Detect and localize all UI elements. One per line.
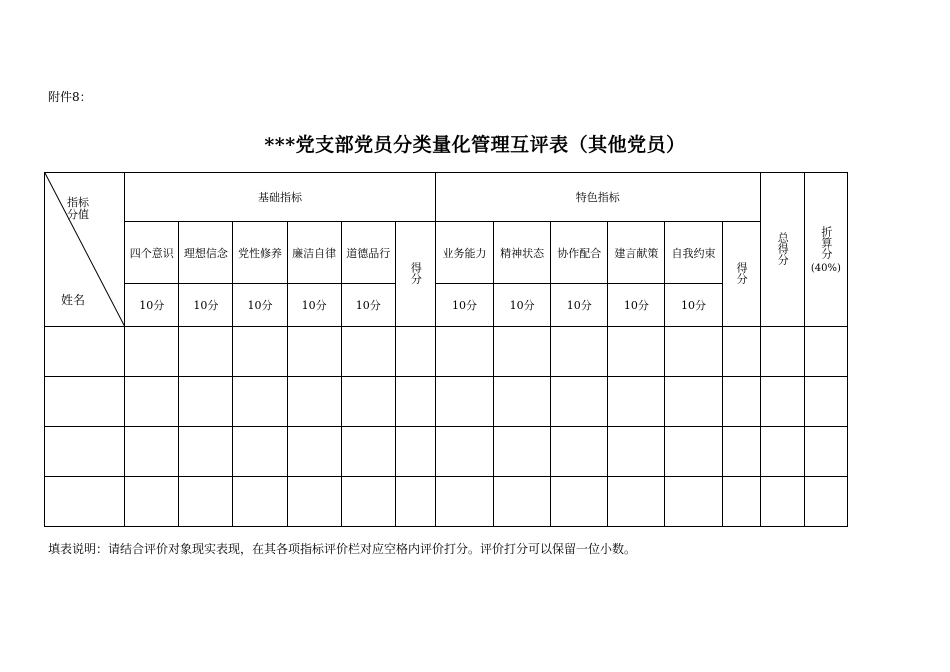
score-cell[interactable]	[395, 477, 435, 527]
score-cell[interactable]	[804, 327, 847, 377]
score-cell[interactable]	[804, 477, 847, 527]
feature-score: 10分	[494, 284, 551, 327]
basic-indicators-header: 基础指标	[125, 173, 436, 222]
evaluation-table	[44, 172, 848, 527]
score-cell[interactable]	[395, 327, 435, 377]
score-cell[interactable]	[233, 427, 287, 477]
diagonal-header-cell	[45, 173, 125, 327]
score-cell[interactable]	[551, 327, 608, 377]
table-row	[45, 477, 848, 527]
score-cell[interactable]	[287, 327, 341, 377]
feature-subtotal-header: 得分	[722, 222, 760, 327]
score-cell[interactable]	[722, 327, 760, 377]
feature-score: 10分	[551, 284, 608, 327]
score-cell[interactable]	[179, 327, 233, 377]
table-row	[45, 327, 848, 377]
score-cell[interactable]	[125, 427, 179, 477]
score-cell[interactable]	[494, 477, 551, 527]
converted-score-header: 折算分 (40%)	[804, 173, 847, 327]
score-cell[interactable]	[233, 477, 287, 527]
score-cell[interactable]	[395, 377, 435, 427]
score-cell[interactable]	[608, 327, 665, 377]
score-cell[interactable]	[551, 477, 608, 527]
score-cell[interactable]	[179, 477, 233, 527]
score-cell[interactable]	[341, 377, 395, 427]
score-cell[interactable]	[435, 327, 493, 377]
score-cell[interactable]	[551, 427, 608, 477]
score-cell[interactable]	[608, 477, 665, 527]
table-body	[45, 327, 848, 527]
feature-indicators-header: 特色指标	[435, 173, 760, 222]
name-cell[interactable]	[45, 427, 125, 477]
score-cell[interactable]	[665, 427, 722, 477]
score-cell[interactable]	[341, 327, 395, 377]
feature-item: 建言献策	[608, 222, 665, 284]
basic-item: 四个意识	[125, 222, 179, 284]
feature-item: 业务能力	[435, 222, 493, 284]
score-cell[interactable]	[494, 377, 551, 427]
feature-item: 协作配合	[551, 222, 608, 284]
score-cell[interactable]	[665, 377, 722, 427]
score-cell[interactable]	[125, 477, 179, 527]
basic-subtotal-header: 得分	[395, 222, 435, 327]
feature-score: 10分	[435, 284, 493, 327]
score-cell[interactable]	[233, 327, 287, 377]
name-cell[interactable]	[45, 377, 125, 427]
score-cell[interactable]	[435, 427, 493, 477]
attachment-label: 附件8：	[48, 90, 92, 104]
score-cell[interactable]	[722, 427, 760, 477]
score-cell[interactable]	[608, 377, 665, 427]
basic-item: 党性修养	[233, 222, 287, 284]
form-title: ***党支部党员分类量化管理互评表（其他党员）	[264, 134, 686, 156]
score-cell[interactable]	[760, 427, 804, 477]
basic-score: 10分	[125, 284, 179, 327]
score-cell[interactable]	[804, 377, 847, 427]
name-cell[interactable]	[45, 477, 125, 527]
basic-item: 廉洁自律	[287, 222, 341, 284]
score-cell[interactable]	[722, 377, 760, 427]
score-cell[interactable]	[722, 477, 760, 527]
score-cell[interactable]	[179, 427, 233, 477]
score-cell[interactable]	[435, 377, 493, 427]
score-cell[interactable]	[125, 377, 179, 427]
converted-percent: (40%)	[810, 262, 841, 274]
score-cell[interactable]	[125, 327, 179, 377]
score-cell[interactable]	[287, 477, 341, 527]
score-cell[interactable]	[395, 427, 435, 477]
score-cell[interactable]	[608, 427, 665, 477]
score-cell[interactable]	[760, 327, 804, 377]
basic-score: 10分	[341, 284, 395, 327]
score-cell[interactable]	[665, 327, 722, 377]
score-cell[interactable]	[760, 477, 804, 527]
total-score-header: 总得分	[760, 173, 804, 327]
score-cell[interactable]	[804, 427, 847, 477]
feature-item: 自我约束	[665, 222, 722, 284]
score-cell[interactable]	[341, 427, 395, 477]
name-cell[interactable]	[45, 327, 125, 377]
score-cell[interactable]	[233, 377, 287, 427]
score-cell[interactable]	[287, 427, 341, 477]
score-cell[interactable]	[760, 377, 804, 427]
score-cell[interactable]	[551, 377, 608, 427]
basic-score: 10分	[287, 284, 341, 327]
score-cell[interactable]	[494, 427, 551, 477]
score-cell[interactable]	[341, 477, 395, 527]
feature-score: 10分	[665, 284, 722, 327]
basic-item: 理想信念	[179, 222, 233, 284]
basic-score: 10分	[179, 284, 233, 327]
score-cell[interactable]	[287, 377, 341, 427]
table-row	[45, 427, 848, 477]
feature-item: 精神状态	[494, 222, 551, 284]
score-cell[interactable]	[494, 327, 551, 377]
score-cell[interactable]	[435, 477, 493, 527]
table-row	[45, 377, 848, 427]
feature-score: 10分	[608, 284, 665, 327]
score-cell[interactable]	[179, 377, 233, 427]
indicator-score-label: 指标分值	[67, 196, 89, 221]
score-cell[interactable]	[665, 477, 722, 527]
name-label: 姓名	[61, 293, 86, 307]
basic-score: 10分	[233, 284, 287, 327]
basic-item: 道德品行	[341, 222, 395, 284]
filling-instructions: 填表说明：请结合评价对象现实表现，在其各项指标评价栏对应空格内评价打分。评价打分可以保留一位小数。	[48, 542, 637, 556]
